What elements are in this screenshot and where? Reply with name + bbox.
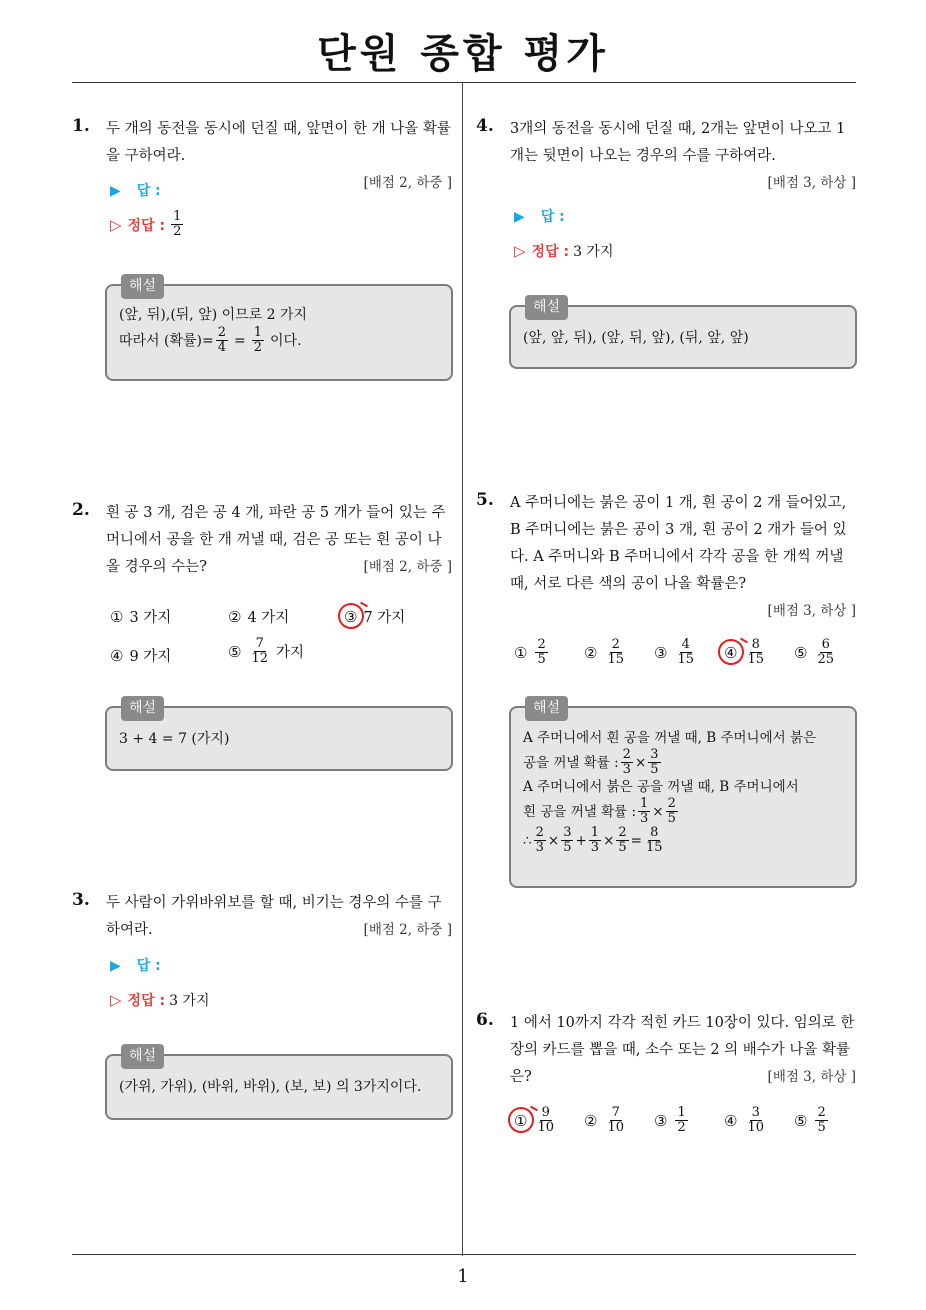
option-3[interactable]: ③ $\frac{4}{15}$ <box>654 637 694 667</box>
explanation-tag: 해설 <box>121 696 164 721</box>
answer-field[interactable]: ▶ 답 : <box>110 958 161 974</box>
answer-field[interactable]: ▶ 답 : <box>514 209 565 225</box>
score-meta: [배점 3, 하상 ] <box>767 603 856 619</box>
explanation-tag: 해설 <box>525 295 568 320</box>
option-4[interactable]: ④ $\frac{3}{10}$ <box>724 1105 764 1135</box>
option-5[interactable]: ⑤ $\frac{7}{12}$ 가지 <box>228 636 305 666</box>
fraction: $\frac{7}{12}$ <box>251 636 268 666</box>
fraction: $\frac{2}{4}$ <box>217 325 227 355</box>
option-4-selected[interactable]: ④ $\frac{8}{15}$ <box>724 638 768 667</box>
explanation-box: 해설 (앞, 뒤),(뒤, 앞) 이므로 2 가지 따라서 (확률)= $\frac{2}{4}$ = $\frac{1}{2}$ 이다. <box>105 284 453 381</box>
option-5[interactable]: ⑤ $\frac{2}{5}$ <box>794 1105 826 1135</box>
question-number: 1. <box>72 116 90 136</box>
explanation-box: 해설 3 + 4 = 7 (가지) <box>105 706 453 771</box>
explanation-tag: 해설 <box>121 274 164 299</box>
question-number: 5. <box>476 490 494 510</box>
score-meta: [배점 3, 하상 ] <box>767 1069 856 1085</box>
question-number: 2. <box>72 500 90 520</box>
option-5[interactable]: ⑤ $\frac{6}{25}$ <box>794 637 834 667</box>
option-1[interactable]: ① 3 가지 <box>110 607 172 626</box>
question-number: 4. <box>476 116 494 136</box>
fraction: $\frac{1}{2}$ <box>173 209 182 239</box>
score-meta: [배점 3, 하상 ] <box>767 175 856 191</box>
bottom-rule <box>72 1254 856 1255</box>
question-text: 1 에서 10까지 각각 적힌 카드 10장이 있다. 임의로 한 장의 카드를 뽑을 때, 소수 또는 2 의 배수가 나올 확률은? [배점 3, 하상 ] <box>510 1010 856 1091</box>
correct-answer: ▷ 정답 : 3 가지 <box>514 242 614 260</box>
outline-triangle-icon: ▷ <box>514 242 526 260</box>
page-title: 단원 종합 평가 <box>317 31 609 77</box>
option-4[interactable]: ④ 9 가지 <box>110 646 172 665</box>
score-meta: [배점 2, 하중 ] <box>363 175 452 191</box>
option-2[interactable]: ② 4 가지 <box>228 607 290 626</box>
correct-answer: ▷ 정답 : 3 가지 <box>110 991 210 1009</box>
option-3-selected[interactable]: ③ 7 가지 <box>344 606 405 627</box>
red-circle-mark-icon <box>338 603 364 629</box>
question-number: 6. <box>476 1010 494 1030</box>
explanation-box: 해설 (앞, 앞, 뒤), (앞, 뒤, 앞), (뒤, 앞, 앞) <box>509 305 857 369</box>
red-circle-mark-icon <box>718 639 744 665</box>
column-divider <box>462 82 463 1256</box>
top-rule <box>72 82 856 83</box>
fraction: $\frac{1}{2}$ <box>253 325 263 355</box>
page-number: 1 <box>457 1266 469 1287</box>
option-1[interactable]: ① $\frac{2}{5}$ <box>514 637 546 667</box>
play-triangle-icon: ▶ <box>514 209 525 225</box>
question-text: 두 사람이 가위바위보를 할 때, 비기는 경우의 수를 구하여라. [배점 2, 하중 ] <box>106 890 452 944</box>
play-triangle-icon: ▶ <box>110 958 121 974</box>
option-1-selected[interactable]: ① $\frac{9}{10}$ <box>514 1106 558 1135</box>
question-text: A 주머니에는 붉은 공이 1 개, 흰 공이 2 개 들어있고, B 주머니에는 붉은 공이 3 개, 흰 공이 2 개가 들어 있다. A 주머니와 B 주머니에서 각각 공을 한 개씩 꺼낼 때, 서로 다른 색의 공이 나올 확률은? [배점 3, 하상 ] <box>510 490 856 625</box>
question-text: 흰 공 3 개, 검은 공 4 개, 파란 공 5 개가 들어 있는 주머니에서 공을 한 개 꺼낼 때, 검은 공 또는 흰 공이 나올 경우의 수는? [배점 2, 하중 ] <box>106 500 452 581</box>
question-text: 두 개의 동전을 동시에 던질 때, 앞면이 한 개 나올 확률을 구하여라. [배점 2, 하중 ] <box>106 116 452 197</box>
option-2[interactable]: ② $\frac{7}{10}$ <box>584 1105 624 1135</box>
option-3[interactable]: ③ $\frac{1}{2}$ <box>654 1105 686 1135</box>
explanation-box: 해설 (가위, 가위), (바위, 바위), (보, 보) 의 3가지이다. <box>105 1054 453 1120</box>
correct-answer: ▷ 정답 : $\frac{1}{2}$ <box>110 209 182 239</box>
score-meta: [배점 2, 하중 ] <box>363 922 452 938</box>
score-meta: [배점 2, 하중 ] <box>363 559 452 575</box>
outline-triangle-icon: ▷ <box>110 991 122 1009</box>
option-2[interactable]: ② $\frac{2}{15}$ <box>584 637 624 667</box>
explanation-tag: 해설 <box>121 1044 164 1069</box>
explanation-box: 해설 A 주머니에서 흰 공을 꺼낼 때, B 주머니에서 붉은 공을 꺼낼 확률 : $\frac{2}{3}$ × $\frac{3}{5}$ A 주머니에서 붉은 공을 꺼낼 때, B 주머니에서 흰 공을 꺼낼 확률 : $\frac{1}{3}$ × $\frac{2}{5}$ ∴ $\frac{2}{3}$ × $\frac{3}{5}$ + $\frac{1}{3}$ × $\frac{2}{5}$ = $\frac{8}{15}$ <box>509 706 857 888</box>
explanation-tag: 해설 <box>525 696 568 721</box>
play-triangle-icon: ▶ <box>110 183 121 199</box>
answer-field[interactable]: ▶ 답 : <box>110 183 161 199</box>
outline-triangle-icon: ▷ <box>110 215 122 234</box>
question-text: 3개의 동전을 동시에 던질 때, 2개는 앞면이 나오고 1개는 뒷면이 나오는 경우의 수를 구하여라. [배점 3, 하상 ] <box>510 116 856 197</box>
red-circle-mark-icon <box>508 1107 534 1133</box>
question-number: 3. <box>72 890 90 910</box>
